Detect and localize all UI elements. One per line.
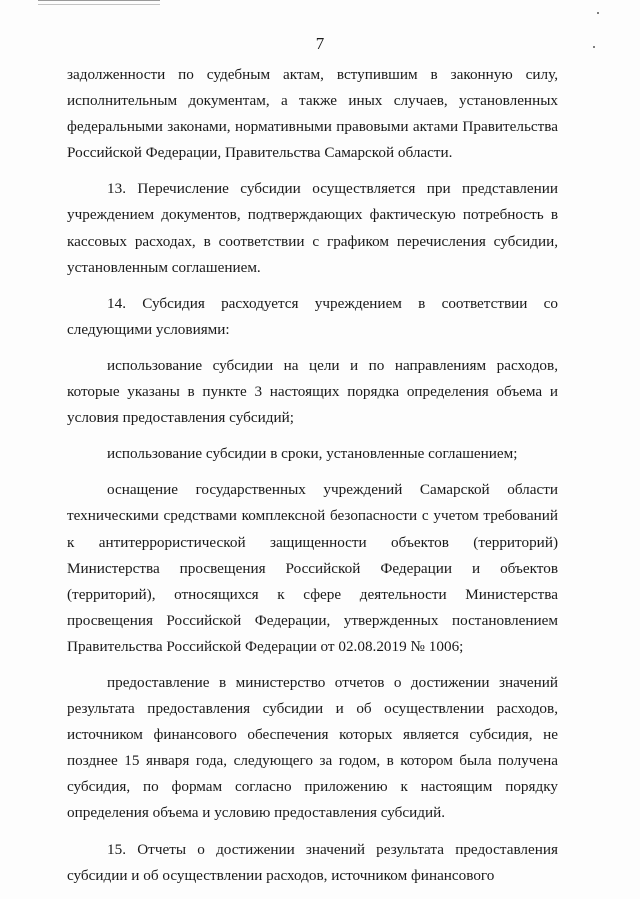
paragraph-condition-1: использование субсидии на цели и по направлениям расходов, которые указаны в пункте 3 настоящих порядка определения объема и условия предоставления субсидий; <box>67 356 558 427</box>
paragraph-item-15: 15. Отчеты о достижении значений результата предоставления субсидии и об осуществлении расходов, источником финансового <box>67 840 558 884</box>
scan-speck <box>597 12 599 14</box>
paragraph-item-14: 14. Субсидия расходуется учреждением в соответствии со следующими условиями: <box>67 294 558 338</box>
paragraph-condition-3: оснащение государственных учреждений Самарской области техническими средствами комплексной безопасности с учетом требований к антитеррористической защищенности объектов (территорий) Министерства просвещения Российской Федерации и объектов (территорий), относящихся к сфере деятельности Министерства просвещения Российской Федерации, утвержденных постановлением Правительства Российской Федерации от 02.08.2019 № 1006; <box>67 481 558 655</box>
paragraph-condition-2: использование субсидии в сроки, установленные соглашением; <box>107 445 518 463</box>
paragraph-continuation: задолженности по судебным актам, вступившим в законную силу, исполнительным документам, а также иных случаев, установленных федеральными законами, нормативными правовыми актами Правительства Российской Федерации, Правительства Самарской области. <box>67 66 558 162</box>
document-body <box>67 62 558 899</box>
paragraph-condition-4: предоставление в министерство отчетов о достижении значений результата предоставления субсидии и об осуществлении расходов, источником финансового обеспечения которых является субсидия, не позднее 15 января года, следующего за годом, в котором была получена субсидия, по формам согласно приложению к настоящим порядку определения объема и условию предоставления субсидий. <box>67 673 558 822</box>
paragraph-item-13: 13. Перечисление субсидии осуществляется при представлении учреждением документов, подтверждающих фактическую потребность в кассовых расходах, в соответствии с графиком перечисления субсидии, установленным соглашением. <box>67 180 558 276</box>
scan-edge-mark <box>38 0 160 5</box>
page-number: 7 <box>315 34 325 53</box>
